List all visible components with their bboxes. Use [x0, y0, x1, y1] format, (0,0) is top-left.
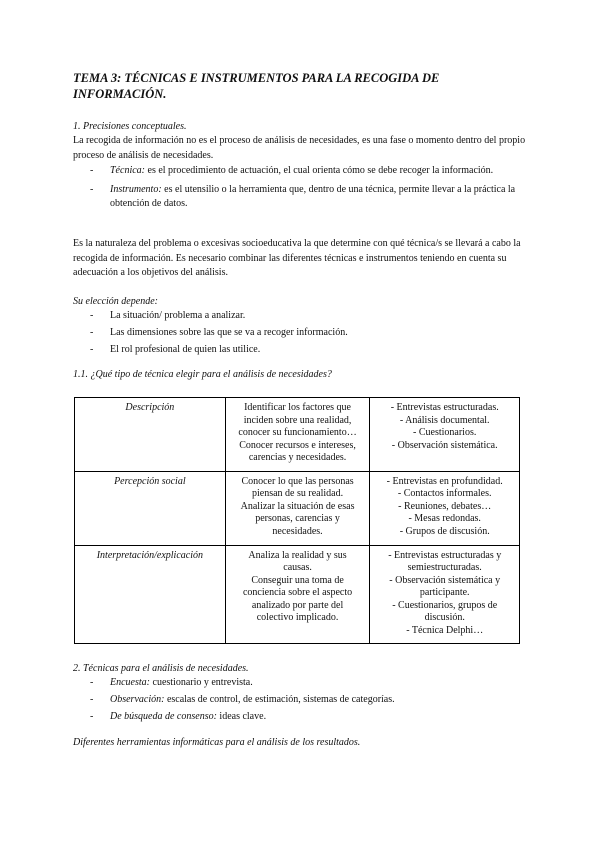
term: Instrumento: [110, 184, 162, 195]
table-row [75, 471, 520, 545]
techniques-table [74, 397, 520, 644]
definition: es el utensilio o la herramienta que, dentro de una técnica, permite llevar a la práctica la obtención de datos. [110, 184, 516, 209]
list-item: - La situación/ problema a analizar. [90, 310, 246, 321]
purpose-cell: Identificar los factores que inciden sobre una realidad, conocer su funcionamiento… Conocer recursos e intereses, carencias y necesidades. [225, 398, 370, 472]
table-row [75, 545, 520, 644]
section2-heading: 2. Técnicas para el análisis de necesidades. [73, 663, 249, 674]
document-title: TEMA 3: TÉCNICAS E INSTRUMENTOS PARA LA RECOGIDA DE INFORMACIÓN. [73, 71, 440, 101]
term: Encuesta: [110, 677, 150, 688]
techniques-cell: - Entrevistas estructuradas. - Análisis documental. - Cuestionarios. - Observación sistemática. [370, 398, 520, 472]
list-item: - De búsqueda de consenso: ideas clave. [90, 711, 267, 722]
list-item: - El rol profesional de quien las utilice. [90, 344, 261, 355]
purpose-cell: Conocer lo que las personas piensan de su realidad. Analizar la situación de esas personas, carencias y necesidades. [225, 471, 370, 545]
list-item: - Técnica: es el procedimiento de actuación, el cual orienta cómo se debe recoger la información. [90, 165, 494, 176]
row-label: Percepción social [75, 471, 226, 545]
term: De búsqueda de consenso: [110, 711, 217, 722]
list-item: - Encuesta: cuestionario y entrevista. [90, 677, 253, 688]
choice-heading: Su elección depende: [73, 296, 158, 307]
techniques-cell: - Entrevistas estructuradas y semiestructuradas. - Observación sistemática y participante. - Cuestionarios, grupos de discusión. - Técnica Delphi… [370, 545, 520, 644]
term: Técnica: [110, 165, 145, 176]
section11-heading: 1.1. ¿Qué tipo de técnica elegir para el análisis de necesidades? [73, 369, 332, 380]
table-row [75, 398, 520, 472]
list-item: - Observación: escalas de control, de estimación, sistemas de categorías. [90, 694, 395, 705]
section1-paragraph: Es la naturaleza del problema o excesivas socioeducativa la que determine con qué técnica/s se llevará a cabo la recogida de información. Es necesario combinar las diferentes técnicas e instrumentos teniendo en cuenta su adecuación a los objetivos del análisis. [73, 238, 521, 278]
footer-note: Diferentes herramientas informáticas para el análisis de los resultados. [73, 737, 361, 748]
purpose-cell: Analiza la realidad y sus causas. Conseguir una toma de conciencia sobre el aspecto analizado por parte del colectivo implicado. [225, 545, 370, 644]
concept-list [73, 164, 528, 211]
list-item: - Las dimensiones sobre las que se va a recoger información. [90, 327, 348, 338]
choice-list [73, 309, 528, 357]
term: Observación: [110, 694, 165, 705]
section1-heading: 1. Precisiones conceptuales. [73, 121, 187, 132]
list-item: - Instrumento: es el utensilio o la herramienta que, dentro de una técnica, permite llevar a la práctica la obtención de datos. [90, 184, 516, 209]
section1-intro: La recogida de información no es el proceso de análisis de necesidades, es una fase o momento dentro del propio proceso de análisis de necesidades. [73, 135, 526, 161]
row-label: Descripción [75, 398, 226, 472]
section2-list [73, 676, 528, 724]
row-label: Interpretación/explicación [75, 545, 226, 644]
techniques-cell: - Entrevistas en profundidad. - Contactos informales. - Reuniones, debates… - Mesas redondas. - Grupos de discusión. [370, 471, 520, 545]
definition: es el procedimiento de actuación, el cual orienta cómo se debe recoger la información. [145, 165, 494, 176]
